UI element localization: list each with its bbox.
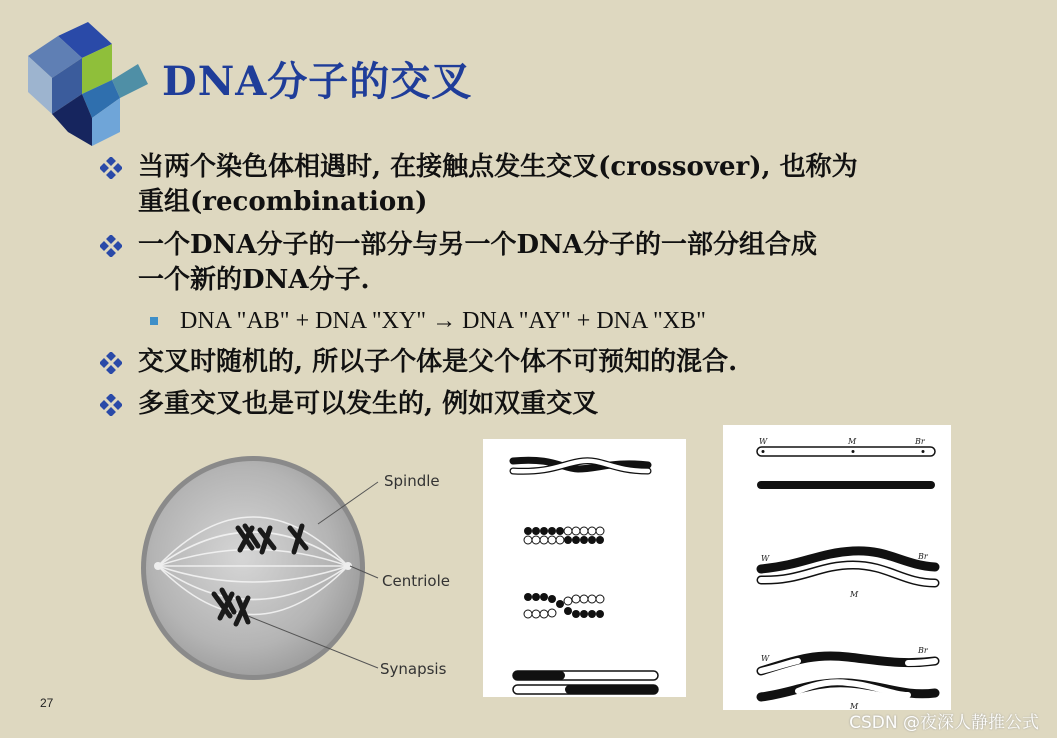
diamond-bullet-icon bbox=[100, 157, 122, 179]
bullet-3-line-1: 交叉时随机的, 所以子个体是父个体不可预知的混合. bbox=[138, 347, 738, 377]
centriole-label: Centriole bbox=[382, 572, 450, 590]
marker-br-2: Br bbox=[918, 552, 928, 561]
watermark: CSDN @夜深人静推公式 bbox=[849, 713, 1039, 733]
slide-logo bbox=[28, 22, 148, 152]
bead-row-2 bbox=[524, 593, 604, 618]
marker-w-2: W bbox=[761, 554, 770, 563]
synapsis-label: Synapsis bbox=[380, 660, 447, 678]
double-crossover-figure bbox=[723, 425, 951, 710]
marker-w-3: W bbox=[761, 654, 770, 663]
page-number: 27 bbox=[40, 696, 54, 710]
bullet-2-line-2: 一个新的DNA分子. bbox=[138, 265, 370, 295]
square-bullet-icon bbox=[150, 317, 158, 325]
marker-m-3: M bbox=[850, 702, 859, 710]
sub-bullet-text: DNA "AB" + DNA "XY" → DNA "AY" + DNA "XB" bbox=[180, 308, 706, 334]
diamond-bullet-icon bbox=[100, 352, 122, 374]
spindle-label: Spindle bbox=[384, 472, 440, 490]
diamond-bullet-icon bbox=[100, 235, 122, 257]
marker-m-1: M bbox=[848, 437, 857, 446]
marker-w-1: W bbox=[759, 437, 768, 446]
diamond-bullet-icon bbox=[100, 394, 122, 416]
marker-m-2: M bbox=[850, 590, 859, 599]
slide-title: DNA分子的交叉 bbox=[162, 58, 473, 105]
bullet-1-line-1: 当两个染色体相遇时, 在接触点发生交叉(crossover), 也称为 bbox=[138, 152, 858, 182]
marker-br-1: Br bbox=[915, 437, 925, 446]
bead-row-1 bbox=[524, 527, 604, 544]
crossover-figure bbox=[483, 439, 686, 697]
bullet-1-line-2: 重组(recombination) bbox=[138, 187, 428, 217]
bullet-4-line-1: 多重交叉也是可以发生的, 例如双重交叉 bbox=[138, 389, 599, 419]
marker-br-3: Br bbox=[918, 646, 928, 655]
bullet-2-line-1: 一个DNA分子的一部分与另一个DNA分子的一部分组合成 bbox=[138, 230, 817, 260]
cell-division-figure bbox=[130, 448, 450, 698]
